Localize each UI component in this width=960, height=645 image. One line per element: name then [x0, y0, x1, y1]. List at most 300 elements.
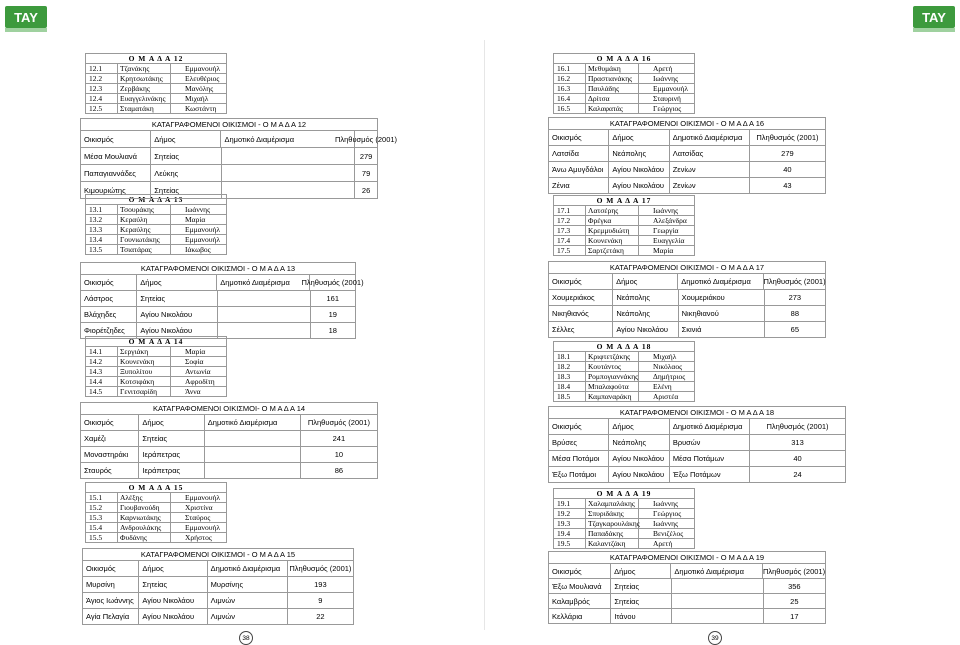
member-code: 19.4	[554, 529, 586, 538]
settlement-name: Χουμεριάκος	[549, 290, 613, 305]
member-code: 12.1	[86, 64, 118, 73]
member-surname: Τσιατάρας	[118, 245, 171, 254]
settlement-population: 241	[332, 434, 346, 443]
settlement-municipality: Σητείας	[139, 577, 207, 592]
member-code: 16.5	[554, 104, 586, 113]
settlement-row	[549, 435, 845, 451]
settlements-table	[548, 406, 846, 483]
settlements-table	[80, 402, 378, 479]
group-member-row	[554, 372, 694, 382]
settlement-municipality: Σητείας	[139, 431, 204, 446]
settlements-title: ΚΑΤΑΓΡΑΦΟΜΕΝΟΙ ΟΙΚΙΣΜΟΙ - Ο Μ Α Δ Α 19	[549, 552, 825, 564]
group-member-row	[554, 529, 694, 539]
settlement-name: Μυρσίνη	[83, 577, 139, 592]
member-firstname: Μανόλης	[185, 84, 214, 93]
group-member-row	[554, 519, 694, 529]
group-member-row	[554, 509, 694, 519]
member-firstname: Ελένη	[653, 382, 672, 391]
settlement-name: Βλάχηδες	[81, 307, 137, 322]
group-table	[553, 195, 695, 256]
settlements-header-row	[549, 130, 825, 146]
member-firstname: Δημήτριος	[653, 372, 686, 381]
group-title: Ο Μ Α Δ Α 14	[86, 337, 226, 347]
member-surname: Τζαγκαρουλάκης	[588, 519, 640, 528]
group-member-row	[554, 94, 694, 104]
group-table	[553, 53, 695, 114]
member-code: 18.4	[554, 382, 586, 391]
member-firstname: Ιωάννης	[653, 206, 679, 215]
member-surname: Κριφτετζάκης	[586, 352, 639, 361]
settlement-population: 17	[790, 611, 799, 621]
member-surname: Κουνενάκη	[586, 236, 639, 245]
settlement-district	[205, 463, 301, 478]
member-surname: Σταματάκη	[118, 104, 171, 113]
member-surname: Κρητσωτάκης	[118, 74, 171, 83]
member-firstname: Ιωάννης	[653, 499, 679, 508]
member-code: 15.3	[86, 513, 118, 522]
group-member-row	[86, 367, 226, 377]
member-surname: Φρέγκα	[586, 216, 639, 225]
settlement-row	[549, 162, 825, 178]
member-surname: Φυδάνης	[118, 533, 171, 542]
group-member-row	[554, 352, 694, 362]
member-code: 15.1	[86, 493, 118, 502]
settlement-district	[205, 431, 301, 446]
settlement-municipality: Ιτάνου	[611, 609, 671, 623]
member-surname: Αλέξης	[118, 493, 171, 502]
group-member-row	[86, 523, 226, 533]
group-member-row	[554, 84, 694, 94]
member-firstname: Σταυρινή	[653, 94, 681, 103]
settlement-municipality: Αγίου Νικολάου	[139, 609, 207, 624]
group-member-row	[554, 539, 694, 548]
header-municipality: Δήμος	[613, 274, 678, 289]
settlement-population: 25	[790, 596, 799, 606]
member-firstname: Εμμανουήλ	[185, 235, 220, 244]
member-surname: Κουνενάκη	[118, 357, 171, 366]
settlement-municipality: Σητείας	[137, 291, 217, 306]
group-title: Ο Μ Α Δ Α 16	[554, 54, 694, 64]
settlement-municipality: Σητείας	[611, 594, 671, 608]
settlements-table	[80, 118, 398, 199]
group-title: Ο Μ Α Δ Α 18	[554, 342, 694, 352]
header-municipality: Δήμος	[139, 415, 204, 430]
settlement-population: 161	[326, 294, 340, 303]
settlements-header-row	[81, 131, 398, 148]
settlements-table	[82, 548, 354, 625]
settlement-municipality: Λεύκης	[151, 165, 221, 181]
settlement-municipality: Αγίου Νικολάου	[613, 322, 678, 337]
header-population: Πληθυσμός (2001)	[307, 418, 370, 427]
group-member-row	[554, 246, 694, 255]
member-code: 17.2	[554, 216, 586, 225]
settlement-population: 79	[361, 168, 371, 178]
settlement-population: 279	[359, 151, 373, 161]
settlement-district: Μυρσίνης	[208, 577, 288, 592]
header-municipality: Δήμος	[609, 419, 669, 434]
member-surname: Κουτάντος	[586, 362, 639, 371]
settlement-row	[83, 577, 353, 593]
member-surname: Ρομπογιαννάκης	[588, 372, 639, 381]
page-number-right: 39	[708, 631, 722, 645]
settlement-name: Κιμουριώτης	[81, 182, 151, 198]
member-code: 15.5	[86, 533, 118, 542]
member-firstname: Εμμανουήλ	[185, 225, 220, 234]
member-surname: Πραστιανάκης	[586, 74, 639, 83]
settlement-row	[549, 178, 825, 193]
group-member-row	[86, 357, 226, 367]
member-code: 17.5	[554, 246, 586, 255]
settlement-name: Παπαγιαννάδες	[81, 165, 151, 181]
member-surname: Σαρτζετάκη	[586, 246, 639, 255]
member-firstname: Εμμανουήλ	[185, 523, 220, 532]
settlement-row	[81, 463, 377, 478]
settlement-district: Έξω Ποτάμων	[670, 467, 750, 482]
settlement-district	[222, 148, 356, 164]
group-member-row	[86, 215, 226, 225]
settlement-name: Λάστρος	[81, 291, 137, 306]
member-surname: Λατσέρης	[586, 206, 639, 215]
settlement-row	[81, 323, 355, 338]
settlement-name: Κελλάρια	[549, 609, 611, 623]
member-code: 14.3	[86, 367, 118, 376]
group-title: Ο Μ Α Δ Α 13	[86, 195, 226, 205]
settlements-title: ΚΑΤΑΓΡΑΦΟΜΕΝΟΙ ΟΙΚΙΣΜΟΙ - Ο Μ Α Δ Α 12	[81, 119, 377, 131]
header-municipality: Δήμος	[137, 275, 217, 290]
group-title: Ο Μ Α Δ Α 17	[554, 196, 694, 206]
member-firstname: Αλεξάνδρα	[653, 216, 687, 225]
member-firstname: Μιχαήλ	[653, 352, 677, 361]
settlements-title: ΚΑΤΑΓΡΑΦΟΜΕΝΟΙ ΟΙΚΙΣΜΟΙ - Ο Μ Α Δ Α 17	[549, 262, 825, 274]
settlement-name: Μέσα Μουλιανά	[81, 148, 151, 164]
settlement-name: Χαμέζι	[81, 431, 139, 446]
settlement-population: 193	[314, 580, 327, 589]
settlements-header-row	[549, 274, 825, 290]
settlement-district	[222, 165, 356, 181]
member-surname: Καλαφατάς	[586, 104, 639, 113]
member-firstname: Ιάκωβος	[185, 245, 211, 254]
settlement-name: Αγία Πελαγία	[83, 609, 139, 624]
settlements-title: ΚΑΤΑΓΡΑΦΟΜΕΝΟΙ ΟΙΚΙΣΜΟΙ - Ο Μ Α Δ Α 13	[81, 263, 355, 275]
group-member-row	[86, 235, 226, 245]
member-code: 19.2	[554, 509, 586, 518]
member-surname: Χαλαμπαλάκης	[586, 499, 639, 508]
settlement-district: Μέσα Ποτάμων	[670, 451, 750, 466]
logo-right: ΤΑΥ	[913, 6, 955, 28]
member-surname: Ζερβάκης	[118, 84, 171, 93]
settlement-population: 24	[793, 470, 802, 479]
settlement-name: Νικηθιανός	[549, 306, 613, 321]
settlements-table	[548, 117, 826, 194]
member-firstname: Άννα	[185, 387, 201, 396]
group-title: Ο Μ Α Δ Α 12	[86, 54, 226, 64]
settlement-population: 88	[790, 309, 799, 318]
member-firstname: Βενιζέλος	[653, 529, 684, 538]
group-member-row	[554, 216, 694, 226]
settlement-district	[672, 594, 764, 608]
member-firstname: Κωστάντη	[185, 104, 217, 113]
group-member-row	[554, 236, 694, 246]
settlement-municipality: Νεάπολης	[613, 290, 678, 305]
settlement-name: Μοναστηράκι	[81, 447, 139, 462]
header-settlement: Οικισμός	[81, 275, 137, 290]
settlement-population: 9	[318, 596, 323, 605]
member-firstname: Αριστέα	[653, 392, 679, 401]
settlement-row	[83, 609, 353, 624]
settlements-table	[548, 551, 826, 624]
settlement-municipality: Σητείας	[151, 148, 221, 164]
settlement-row	[549, 594, 825, 609]
header-district: Δημοτικό Διαμέρισμα	[221, 131, 355, 147]
settlement-district: Χουμεριάκου	[679, 290, 765, 305]
group-member-row	[554, 104, 694, 113]
settlement-municipality: Ιεράπετρας	[139, 447, 204, 462]
member-firstname: Αφροδίτη	[185, 377, 215, 386]
member-code: 17.1	[554, 206, 586, 215]
member-code: 12.4	[86, 94, 118, 103]
header-district: Δημοτικό Διαμέρισμα	[678, 274, 764, 289]
member-firstname: Σταύρος	[185, 513, 211, 522]
settlement-population: 273	[788, 293, 802, 302]
settlement-population: 19	[328, 310, 337, 319]
settlement-row	[549, 306, 825, 322]
settlement-district	[218, 291, 311, 306]
group-member-row	[86, 377, 226, 387]
member-firstname: Εμμανουήλ	[185, 493, 220, 502]
settlement-district: Λιμνών	[208, 609, 288, 624]
group-member-row	[86, 387, 226, 396]
member-surname: Σπυριδάκης	[586, 509, 639, 518]
header-population: Πληθυσμός (2001)	[289, 564, 352, 573]
member-firstname: Μαρία	[185, 347, 206, 356]
settlement-row	[549, 467, 845, 482]
settlement-municipality: Ιεράπετρας	[139, 463, 204, 478]
member-surname: Γιουβανούδη	[118, 503, 171, 512]
member-code: 19.5	[554, 539, 586, 548]
header-municipality: Δήμος	[151, 131, 221, 147]
settlement-district	[205, 447, 301, 462]
header-municipality: Δήμος	[139, 561, 207, 576]
member-code: 14.5	[86, 387, 118, 396]
group-member-row	[554, 74, 694, 84]
member-code: 13.1	[86, 205, 118, 214]
header-district: Δημοτικό Διαμέρισμα	[670, 130, 750, 145]
group-member-row	[86, 493, 226, 503]
group-member-row	[554, 362, 694, 372]
group-title: Ο Μ Α Δ Α 15	[86, 483, 226, 493]
member-code: 16.4	[554, 94, 586, 103]
settlements-header-row	[81, 415, 377, 431]
settlement-name: Βρύσες	[549, 435, 609, 450]
member-firstname: Χρήστος	[185, 533, 212, 542]
header-district: Δημοτικό Διαμέρισμα	[670, 419, 750, 434]
settlement-population: 40	[793, 454, 802, 463]
member-surname: Κεραύλη	[118, 215, 171, 224]
settlement-district: Ζενίων	[670, 162, 750, 177]
settlement-municipality: Αγίου Νικολάου	[137, 307, 217, 322]
header-district: Δημοτικό Διαμέρισμα	[217, 275, 310, 290]
member-firstname: Ιωάννης	[653, 519, 679, 528]
settlement-row	[81, 182, 377, 198]
settlement-municipality: Αγίου Νικολάου	[609, 162, 669, 177]
header-municipality: Δήμος	[611, 564, 671, 578]
settlement-municipality: Νεάπολης	[609, 435, 669, 450]
member-code: 12.3	[86, 84, 118, 93]
member-code: 16.1	[554, 64, 586, 73]
settlement-row	[549, 451, 845, 467]
settlement-district	[222, 182, 356, 198]
member-surname: Κοτσιφάκη	[118, 377, 171, 386]
settlements-table	[548, 261, 826, 338]
group-member-row	[554, 206, 694, 216]
member-code: 14.1	[86, 347, 118, 356]
member-code: 18.1	[554, 352, 586, 361]
settlement-population: 313	[791, 438, 804, 447]
settlement-row	[81, 148, 377, 165]
group-member-row	[86, 205, 226, 215]
member-code: 16.2	[554, 74, 586, 83]
settlement-row	[81, 291, 355, 307]
header-population: Πληθυσμός (2001)	[334, 134, 398, 144]
group-member-row	[554, 392, 694, 401]
settlement-municipality: Αγίου Νικολάου	[137, 323, 217, 338]
group-member-row	[554, 499, 694, 509]
settlements-header-row	[81, 275, 364, 291]
settlements-table	[80, 262, 364, 339]
group-member-row	[554, 382, 694, 392]
settlement-name: Ζένια	[549, 178, 609, 193]
group-member-row	[86, 64, 226, 74]
header-settlement: Οικισμός	[81, 415, 139, 430]
settlements-header-row	[83, 561, 353, 577]
member-code: 17.4	[554, 236, 586, 245]
page-number-left: 38	[239, 631, 253, 645]
member-firstname: Μιχαήλ	[185, 94, 209, 103]
header-settlement: Οικισμός	[83, 561, 139, 576]
group-table	[85, 194, 227, 255]
member-surname: Ανδρουλάκης	[118, 523, 171, 532]
member-firstname: Ιωάννης	[653, 74, 679, 83]
settlement-district	[672, 609, 764, 623]
group-member-row	[86, 503, 226, 513]
group-member-row	[86, 84, 226, 94]
member-surname: Τσουράκης	[118, 205, 171, 214]
header-settlement: Οικισμός	[549, 564, 611, 578]
member-firstname: Μαρία	[185, 215, 206, 224]
settlement-municipality: Νεάπολης	[609, 146, 669, 161]
member-code: 15.4	[86, 523, 118, 532]
member-code: 15.2	[86, 503, 118, 512]
settlements-title: ΚΑΤΑΓΡΑΦΟΜΕΝΟΙ ΟΙΚΙΣΜΟΙ - Ο Μ Α Δ Α 18	[549, 407, 845, 419]
group-table	[85, 336, 227, 397]
header-settlement: Οικισμός	[81, 131, 151, 147]
settlement-name: Σταυρός	[81, 463, 139, 478]
settlement-row	[549, 290, 825, 306]
member-firstname: Γεωργία	[653, 226, 679, 235]
group-table	[85, 53, 227, 114]
logo-left: ΤΑΥ	[5, 6, 47, 28]
member-firstname: Ελευθέριος	[185, 74, 220, 83]
member-code: 14.4	[86, 377, 118, 386]
settlement-population: 65	[790, 325, 799, 334]
header-district: Δημοτικό Διαμέρισμα	[205, 415, 301, 430]
header-district: Δημοτικό Διαμέρισμα	[671, 564, 763, 578]
settlement-population: 43	[783, 181, 792, 190]
settlement-district	[218, 307, 311, 322]
member-code: 17.3	[554, 226, 586, 235]
settlement-district: Βρυσών	[670, 435, 750, 450]
settlement-name: Άνω Αμυγδάλοι	[549, 162, 609, 177]
settlement-row	[81, 307, 355, 323]
settlement-row	[549, 322, 825, 337]
group-member-row	[86, 74, 226, 84]
group-table	[85, 482, 227, 543]
settlement-population: 86	[334, 466, 344, 475]
header-settlement: Οικισμός	[549, 274, 613, 289]
member-firstname: Μαρία	[653, 246, 674, 255]
settlement-row	[81, 431, 377, 447]
member-code: 19.3	[554, 519, 586, 528]
settlement-name: Καλαμβρός	[549, 594, 611, 608]
member-firstname: Ιωάννης	[185, 205, 211, 214]
header-population: Πληθυσμός (2001)	[301, 278, 364, 287]
settlement-population: 10	[334, 450, 344, 459]
member-code: 14.2	[86, 357, 118, 366]
settlement-row	[81, 165, 377, 182]
header-population: Πληθυσμός (2001)	[756, 133, 819, 142]
settlement-municipality: Νεάπολης	[613, 306, 678, 321]
header-settlement: Οικισμός	[549, 419, 609, 434]
settlement-district	[218, 323, 311, 338]
member-surname: Καμπαναράκη	[586, 392, 639, 401]
settlement-row	[83, 593, 353, 609]
member-surname: Μεθυμάκη	[586, 64, 639, 73]
member-firstname: Αρετή	[653, 539, 673, 548]
settlement-row	[549, 609, 825, 623]
member-code: 13.3	[86, 225, 118, 234]
member-code: 13.4	[86, 235, 118, 244]
header-population: Πληθυσμός (2001)	[762, 566, 826, 576]
settlement-municipality: Σητείας	[611, 579, 671, 593]
member-surname: Ευαγγελινάκης	[118, 94, 171, 103]
settlement-district: Σκινιά	[679, 322, 765, 337]
member-firstname: Ευαγγελία	[653, 236, 685, 245]
member-surname: Καρνιωτάκης	[118, 513, 171, 522]
group-member-row	[86, 225, 226, 235]
settlement-population: 279	[781, 149, 794, 158]
settlement-name: Έξω Ποτάμοι	[549, 467, 609, 482]
settlement-district: Νικηθιανού	[679, 306, 765, 321]
settlement-row	[81, 447, 377, 463]
settlement-name: Μέσα Ποτάμοι	[549, 451, 609, 466]
group-member-row	[86, 245, 226, 254]
member-surname: Γουνιωτάκης	[118, 235, 171, 244]
member-firstname: Αρετή	[653, 64, 673, 73]
member-code: 18.2	[554, 362, 586, 371]
settlement-municipality: Αγίου Νικολάου	[609, 467, 669, 482]
settlement-district: Λιμνών	[208, 593, 288, 608]
settlement-municipality: Αγίου Νικολάου	[609, 178, 669, 193]
member-code: 18.5	[554, 392, 586, 401]
settlement-population: 40	[783, 165, 792, 174]
settlement-district: Λατσίδας	[670, 146, 750, 161]
page-divider	[484, 40, 485, 630]
member-surname: Τζανάκης	[118, 64, 171, 73]
header-settlement: Οικισμός	[549, 130, 609, 145]
settlement-name: Λατσίδα	[549, 146, 609, 161]
settlement-row	[549, 579, 825, 594]
group-table	[553, 341, 695, 402]
